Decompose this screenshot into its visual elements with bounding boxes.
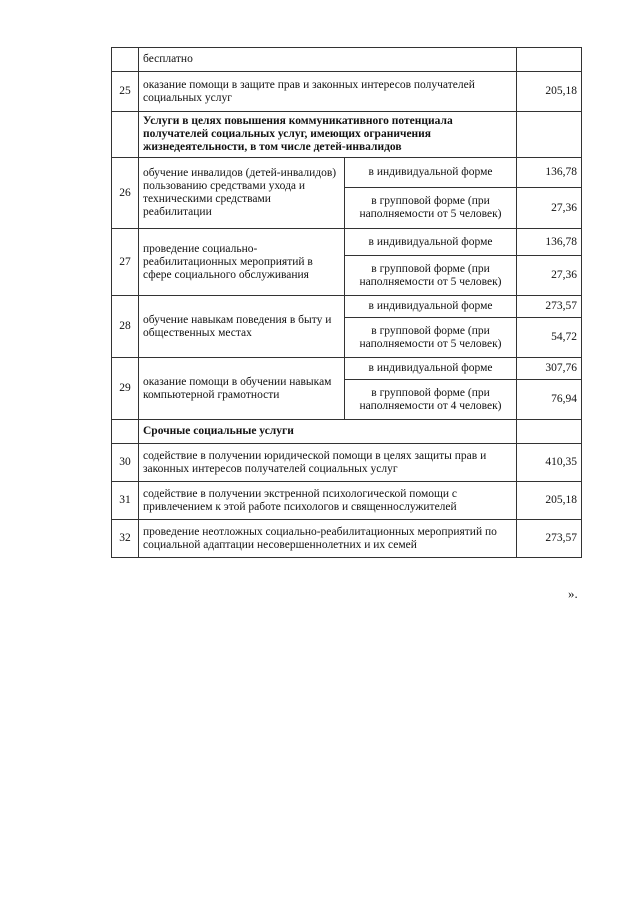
service-price: 54,72 [517, 318, 582, 358]
service-description: содействие в получении юридической помощи в целях защиты прав и законных интересов получателей социальных услуг [139, 444, 517, 482]
service-price: 273,57 [517, 520, 582, 558]
form-group: в групповой форме (при наполняемости от 5 человек) [345, 318, 517, 358]
form-individual: в индивидуальной форме [345, 229, 517, 256]
service-price: 136,78 [517, 158, 582, 188]
form-group: в групповой форме (при наполняемости от 5 человек) [345, 188, 517, 229]
service-price: 410,35 [517, 444, 582, 482]
section-title: Услуги в целях повышения коммуникативного потенциала получателей социальных услуг, имеющих ограничения жизнедеятельности, в том числе детей-инвалидов [139, 112, 517, 158]
row-number: 27 [112, 229, 139, 296]
form-group: в групповой форме (при наполняемости от 5 человек) [345, 256, 517, 296]
row-number: 25 [112, 72, 139, 112]
table-row [112, 444, 582, 482]
service-description: содействие в получении экстренной психологической помощи с привлечением к этой работе психологов и священнослужителей [139, 482, 517, 520]
service-price: 205,18 [517, 72, 582, 112]
table-row [112, 158, 582, 188]
form-individual: в индивидуальной форме [345, 358, 517, 380]
service-description: обучение инвалидов (детей-инвалидов) пользованию средствами ухода и техническими средствами реабилитации [139, 158, 345, 229]
table-row [112, 482, 582, 520]
section-header-row [112, 112, 582, 158]
service-price: 307,76 [517, 358, 582, 380]
table-row [112, 358, 582, 380]
service-price: 205,18 [517, 482, 582, 520]
services-table [111, 47, 582, 558]
table-row [112, 229, 582, 256]
row-number: 31 [112, 482, 139, 520]
service-price: 136,78 [517, 229, 582, 256]
section-title: Срочные социальные услуги [139, 420, 517, 444]
table-row [112, 296, 582, 318]
service-description: проведение социально-реабилитационных мероприятий в сфере социального обслуживания [139, 229, 345, 296]
table-row [112, 72, 582, 112]
row-number: 28 [112, 296, 139, 358]
row-number: 32 [112, 520, 139, 558]
form-individual: в индивидуальной форме [345, 158, 517, 188]
service-price: 27,36 [517, 188, 582, 229]
table-row [112, 520, 582, 558]
form-group: в групповой форме (при наполняемости от 4 человек) [345, 380, 517, 420]
continuation-text: бесплатно [139, 48, 517, 72]
row-number: 26 [112, 158, 139, 229]
service-price: 27,36 [517, 256, 582, 296]
service-description: проведение неотложных социально-реабилитационных мероприятий по социальной адаптации несовершеннолетних и их семей [139, 520, 517, 558]
service-price: 76,94 [517, 380, 582, 420]
section-header-row [112, 420, 582, 444]
service-description: обучение навыкам поведения в быту и общественных местах [139, 296, 345, 358]
form-individual: в индивидуальной форме [345, 296, 517, 318]
service-description: оказание помощи в защите прав и законных интересов получателей социальных услуг [139, 72, 517, 112]
table-row [112, 48, 582, 72]
closing-quote: ». [568, 586, 578, 601]
service-price: 273,57 [517, 296, 582, 318]
service-description: оказание помощи в обучении навыкам компьютерной грамотности [139, 358, 345, 420]
row-number: 29 [112, 358, 139, 420]
row-number: 30 [112, 444, 139, 482]
